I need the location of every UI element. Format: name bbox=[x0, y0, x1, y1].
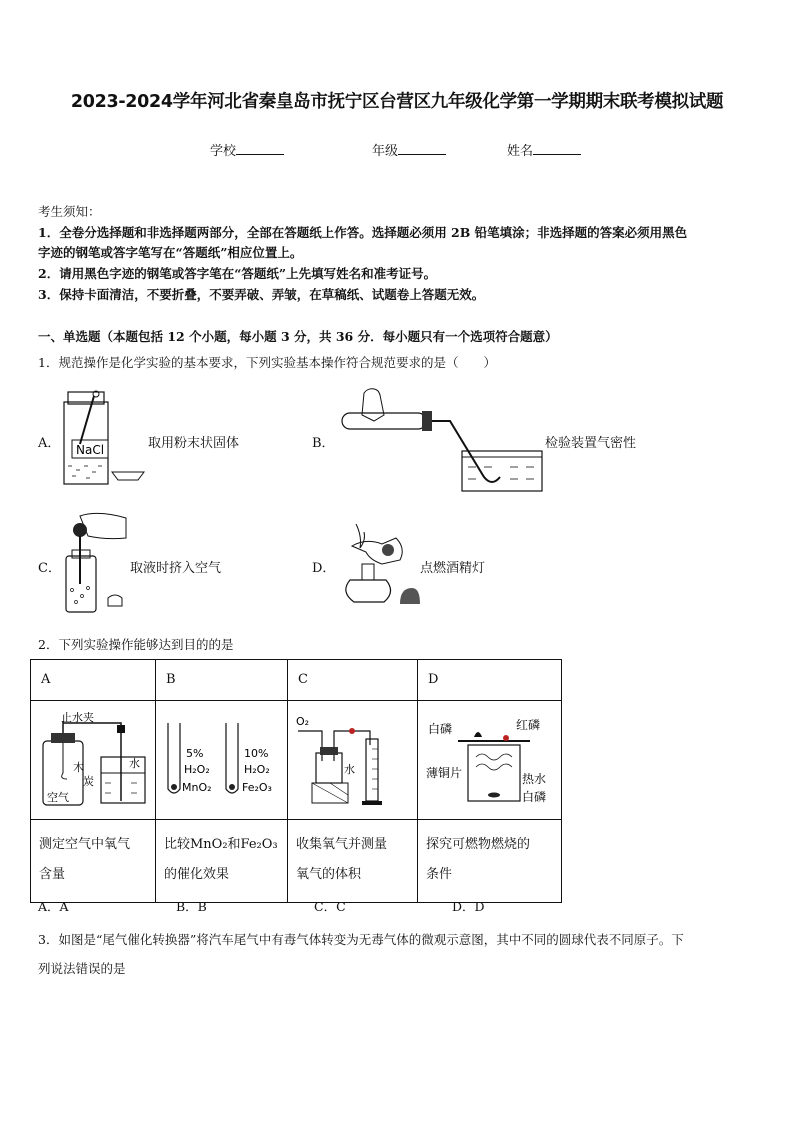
description-line: 氧气的体积 bbox=[296, 867, 362, 882]
answer-option-a[interactable]: A．A bbox=[38, 899, 69, 914]
oxygen-content-figure bbox=[31, 701, 155, 815]
option-c-text: 取液时挤入空气 bbox=[130, 561, 222, 576]
option-c-label[interactable]: C． bbox=[38, 561, 61, 576]
description-cell-c bbox=[288, 820, 418, 903]
white-phosphorus-label: 白磷 bbox=[428, 722, 453, 736]
description-cell-a bbox=[31, 820, 156, 903]
question-1-stem: 1．规范操作是化学实验的基本要求，下列实验基本操作符合规范要求的是（ ） bbox=[38, 355, 496, 370]
answer-option-b[interactable]: B．B bbox=[176, 899, 207, 914]
catalyst-label: MnO₂ bbox=[182, 781, 212, 794]
description-line: 探究可燃物燃烧的 bbox=[426, 837, 531, 852]
description-line: 含量 bbox=[39, 867, 66, 882]
carbon-label: 木 bbox=[73, 761, 84, 774]
nacl-label: NaCl bbox=[76, 443, 105, 457]
catalyst-label-2: Fe₂O₃ bbox=[242, 781, 272, 794]
option-d-label[interactable]: D． bbox=[312, 561, 336, 576]
alcohol-lamp-figure bbox=[336, 518, 420, 608]
table-header-a: A bbox=[31, 660, 156, 701]
water-label: 水 bbox=[344, 763, 355, 776]
carbon-label-2: 炭 bbox=[83, 775, 94, 788]
description-line: 收集氧气并测量 bbox=[296, 837, 388, 852]
school-field[interactable] bbox=[210, 140, 284, 159]
table-header-c: C bbox=[288, 660, 418, 701]
question-2-table bbox=[30, 659, 562, 903]
copper-sheet-label: 薄铜片 bbox=[426, 766, 463, 780]
description-line: 的催化效果 bbox=[164, 867, 230, 882]
hot-water-label: 热水 bbox=[522, 772, 547, 786]
catalyst-compare-figure bbox=[156, 701, 277, 815]
formula-label: H₂O₂ bbox=[184, 763, 210, 776]
section-heading: 一、单选题（本题包括 12 个小题，每小题 3 分，共 36 分．每小题只有一个选项符合题意） bbox=[38, 329, 558, 344]
oxygen-collect-figure bbox=[288, 701, 407, 815]
air-label: 空气 bbox=[47, 791, 69, 804]
description-cell-b bbox=[156, 820, 288, 903]
question-2-stem: 2．下列实验操作能够达到目的的是 bbox=[38, 637, 234, 652]
concentration-label: 5% bbox=[186, 747, 204, 760]
dropper-figure bbox=[58, 510, 130, 618]
option-d-text: 点燃酒精灯 bbox=[420, 561, 486, 576]
grade-label: 年级 bbox=[372, 144, 399, 159]
figure-cell-a bbox=[31, 701, 156, 820]
powder-bottle-figure bbox=[58, 388, 148, 488]
clamp-label: 止水夹 bbox=[61, 711, 94, 724]
question-3-stem: 3．如图是“尾气催化转换器”将汽车尾气中有毒气体转变为无毒气体的微观示意图，其中不同的圆球代表不同原子。下 bbox=[38, 932, 684, 947]
description-cell-d bbox=[418, 820, 562, 903]
notice-item: 2．请用黑色字迹的钢笔或答字笔在“答题纸”上先填写姓名和准考证号。 bbox=[38, 266, 437, 281]
answer-option-c[interactable]: C．C bbox=[314, 899, 346, 914]
name-field[interactable] bbox=[507, 140, 581, 159]
option-b-text: 检验装置气密性 bbox=[545, 436, 637, 451]
description-line: 比较MnO₂和Fe₂O₃ bbox=[164, 837, 278, 852]
table-header-b: B bbox=[156, 660, 288, 701]
table-header-d: D bbox=[418, 660, 562, 701]
figure-cell-b bbox=[156, 701, 288, 820]
combustion-figure bbox=[418, 701, 551, 815]
figure-cell-d bbox=[418, 701, 562, 820]
answer-option-d[interactable]: D．D bbox=[452, 899, 485, 914]
name-label: 姓名 bbox=[507, 144, 534, 159]
notice-item: 3．保持卡面清洁，不要折叠，不要弄破、弄皱，在草稿纸、试题卷上答题无效。 bbox=[38, 287, 485, 302]
description-line: 测定空气中氧气 bbox=[39, 837, 131, 852]
page-title: 2023-2024学年河北省秦皇岛市抚宁区台营区九年级化学第一学期期末联考模拟试题 bbox=[70, 92, 724, 112]
grade-field[interactable] bbox=[372, 140, 446, 159]
red-phosphorus-label: 红磷 bbox=[516, 718, 541, 732]
figure-cell-c bbox=[288, 701, 418, 820]
concentration-label-2: 10% bbox=[244, 747, 269, 760]
option-b-label[interactable]: B． bbox=[312, 436, 335, 451]
water-label: 水 bbox=[129, 757, 140, 770]
description-line: 条件 bbox=[426, 867, 453, 882]
notice-item: 字迹的钢笔或答字笔写在“答题纸”相应位置上。 bbox=[38, 245, 303, 260]
option-a-label[interactable]: A． bbox=[38, 436, 61, 451]
white-phosphorus-label-2: 白磷 bbox=[522, 790, 547, 804]
oxygen-label: O₂ bbox=[296, 715, 310, 728]
option-a-text: 取用粉末状固体 bbox=[148, 436, 240, 451]
airtightness-figure bbox=[334, 385, 546, 493]
question-3-stem-continued: 列说法错误的是 bbox=[38, 961, 126, 976]
notice-heading: 考生须知： bbox=[38, 204, 101, 219]
notice-item: 1．全卷分选择题和非选择题两部分，全部在答题纸上作答。选择题必须用 2B 铅笔填涂；非选择题的答案必须用黑色 bbox=[38, 225, 688, 240]
formula-label-2: H₂O₂ bbox=[244, 763, 270, 776]
school-label: 学校 bbox=[210, 144, 237, 159]
